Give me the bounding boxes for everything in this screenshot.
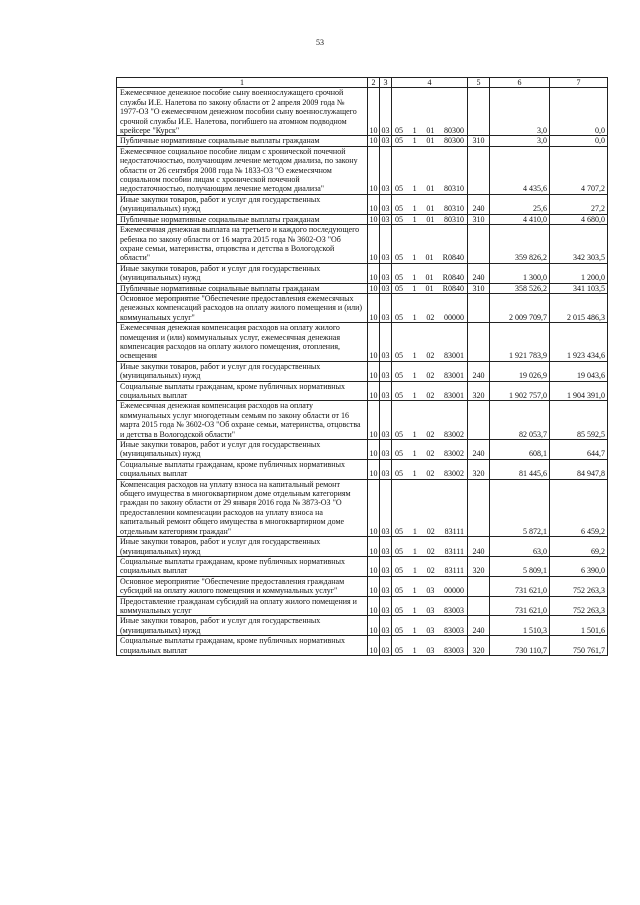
code-part: 05 (395, 586, 403, 596)
code-part: 83001 (443, 371, 464, 381)
section-code: 10 (368, 381, 380, 401)
subsection-code: 03 (380, 596, 392, 616)
expense-type-code: 240 (468, 263, 490, 283)
section-code: 10 (368, 459, 380, 479)
row-name: Ежемесячное денежное пособие сыну военнослужащего срочной службы И.Е. Налетова по закону области от 2 апреля 2009 года № 1977-ОЗ "О ежемесячном денежном пособии сыну военнослужащего срочной службы И.Е. Налетова, погибшего на атомном подводном крейсере "Курск" (117, 88, 368, 136)
column-header: 7 (550, 78, 608, 88)
amount-year-2: 342 303,5 (550, 225, 608, 264)
subsection-code: 03 (381, 283, 390, 293)
amount-year-1: 731 621,0 (490, 576, 550, 596)
section-code: 10 (368, 537, 380, 557)
target-article-code (392, 576, 468, 596)
code-part: 05 (395, 566, 403, 576)
code-part: 80310 (443, 204, 464, 214)
subsection-code: 03 (380, 146, 392, 194)
section-code: 10 (368, 146, 380, 194)
amount-year-1: 608,1 (490, 440, 550, 460)
row-name: Иные закупки товаров, работ и услуг для государственных (муниципальных) нужд (117, 361, 368, 381)
section-code: 10 (368, 440, 380, 460)
code-part: 83001 (443, 391, 464, 400)
table-row (117, 293, 608, 322)
section-code: 10 (368, 596, 380, 616)
code-part: 05 (395, 605, 403, 615)
column-header: 4 (392, 78, 468, 88)
row-name: Социальные выплаты гражданам, кроме публичных нормативных социальных выплат (117, 636, 368, 656)
code-part: 1 (412, 469, 417, 479)
code-part: 05 (395, 625, 403, 635)
subsection-code: 03 (380, 636, 392, 656)
amount-year-1: 3,0 (490, 136, 550, 146)
target-article-code (392, 361, 468, 381)
code-part: 05 (395, 546, 403, 556)
section-code: 10 (368, 556, 380, 576)
target-article-code (392, 263, 468, 283)
amount-year-2: 84 947,8 (550, 459, 608, 479)
amount-year-1: 4 410,0 (490, 214, 550, 224)
expense-type-code: 240 (468, 616, 490, 636)
code-part: 03 (426, 625, 435, 635)
subsection-code: 03 (380, 440, 392, 460)
code-part: 83002 (443, 469, 464, 479)
row-name: Ежемесячная денежная выплата на третьего и каждого последующего ребенка по закону области от 16 марта 2015 года № 3602-ОЗ "Об охране семьи, материнства, отцовства и детства в Вологодской области" (117, 225, 368, 264)
subsection-code: 03 (380, 225, 392, 264)
amount-year-1: 5 809,1 (490, 556, 550, 576)
subsection-code: 03 (380, 293, 392, 322)
section-code: 10 (368, 401, 380, 440)
table-row (117, 283, 608, 293)
amount-year-1: 19 026,9 (490, 361, 550, 381)
target-article-code (392, 323, 468, 362)
section-code: 10 (368, 263, 380, 283)
code-part: 05 (395, 429, 403, 439)
table-row (117, 596, 608, 616)
section-code: 10 (369, 283, 378, 293)
amount-year-1: 1 921 783,9 (490, 323, 550, 362)
target-article-code (392, 136, 468, 146)
code-part: 83002 (443, 449, 464, 459)
code-part: 02 (426, 566, 435, 576)
code-part: 1 (412, 214, 417, 224)
table-row (117, 537, 608, 557)
target-article-code (392, 293, 468, 322)
amount-year-1: 63,0 (490, 537, 550, 557)
target-article-code (392, 283, 468, 293)
expense-type-code (468, 293, 490, 322)
target-article-code (392, 401, 468, 440)
amount-year-2: 4 680,0 (550, 214, 608, 224)
code-part: 1 (412, 546, 417, 556)
code-part: 03 (426, 645, 435, 655)
target-article-code (392, 440, 468, 460)
code-part: 01 (426, 214, 435, 224)
code-part: R0840 (442, 273, 464, 283)
row-name: Социальные выплаты гражданам, кроме публичных нормативных социальных выплат (117, 381, 368, 401)
table-row (117, 479, 608, 536)
code-part: 05 (395, 371, 403, 381)
target-article-code (392, 146, 468, 194)
section-code: 10 (368, 293, 380, 322)
row-name: Ежемесячная денежная компенсация расходов на оплату жилого помещения и (или) коммунальных услуг, ежемесячная денежная компенсация расходов на оплату жилого помещения, отопления, освещения (117, 323, 368, 362)
code-part: 01 (426, 136, 435, 146)
code-part: 01 (425, 253, 434, 263)
row-name: Социальные выплаты гражданам, кроме публичных нормативных социальных выплат (117, 459, 368, 479)
code-part: 05 (395, 253, 403, 263)
amount-year-1: 4 435,6 (490, 146, 550, 194)
expense-type-code: 320 (468, 556, 490, 576)
expense-type-code: 240 (468, 194, 490, 214)
code-part: 05 (395, 351, 403, 361)
subsection-code: 03 (380, 88, 392, 136)
code-part: 80310 (443, 184, 464, 194)
code-part: 02 (426, 449, 435, 459)
amount-year-2: 1 904 391,0 (550, 381, 608, 401)
amount-year-2: 69,2 (550, 537, 608, 557)
code-part: 1 (412, 625, 417, 635)
table-row (117, 401, 608, 440)
code-part: 1 (412, 273, 417, 283)
amount-year-2: 6 459,2 (550, 479, 608, 536)
amount-year-1: 25,6 (490, 194, 550, 214)
section-code: 10 (368, 636, 380, 656)
table-row (117, 263, 608, 283)
expense-type-code: 320 (468, 636, 490, 656)
table-row (117, 214, 608, 224)
expense-type-code: 240 (468, 537, 490, 557)
expense-type-code (468, 323, 490, 362)
amount-year-2: 4 707,2 (550, 146, 608, 194)
target-article-code (392, 596, 468, 616)
target-article-code (392, 479, 468, 536)
expense-type-code: 320 (468, 381, 490, 401)
table-row (117, 225, 608, 264)
code-part: 02 (426, 429, 435, 439)
row-name: Публичные нормативные социальные выплаты гражданам (117, 214, 368, 224)
table-row (117, 556, 608, 576)
code-part: 05 (395, 449, 403, 459)
column-header: 2 (368, 78, 380, 88)
row-name: Публичные нормативные социальные выплаты гражданам (117, 136, 368, 146)
code-part: 05 (395, 273, 403, 283)
subsection-code: 03 (381, 136, 390, 146)
subsection-code: 03 (380, 556, 392, 576)
code-part: 83111 (444, 526, 464, 536)
amount-year-2: 752 263,3 (550, 596, 608, 616)
code-part: 1 (412, 253, 417, 263)
code-part: 01 (426, 184, 435, 194)
code-part: R0840 (442, 283, 464, 293)
subsection-code: 03 (380, 401, 392, 440)
code-part: 80300 (443, 136, 464, 146)
amount-year-2: 341 103,5 (550, 283, 608, 293)
amount-year-1: 81 445,6 (490, 459, 550, 479)
target-article-code (392, 556, 468, 576)
code-part: 05 (395, 645, 403, 655)
code-part: 02 (426, 546, 435, 556)
table-row (117, 323, 608, 362)
expense-type-code: 310 (468, 136, 490, 146)
code-part: 83003 (443, 605, 464, 615)
section-code: 10 (368, 616, 380, 636)
row-name: Основное мероприятие "Обеспечение предоставления гражданам субсидий на оплату жилого помещения и коммунальных услуг" (117, 576, 368, 596)
code-part: 05 (395, 391, 403, 400)
target-article-code (392, 537, 468, 557)
subsection-code: 03 (380, 263, 392, 283)
code-part: 1 (412, 429, 417, 439)
code-part: 02 (426, 351, 435, 361)
section-code: 10 (369, 214, 378, 224)
amount-year-2: 19 043,6 (550, 361, 608, 381)
amount-year-2: 0,0 (550, 136, 608, 146)
table-row (117, 616, 608, 636)
expense-type-code: 240 (468, 361, 490, 381)
expense-type-code: 310 (468, 214, 490, 224)
amount-year-2: 27,2 (550, 194, 608, 214)
code-part: R0840 (442, 253, 464, 263)
target-article-code (392, 225, 468, 264)
row-name: Иные закупки товаров, работ и услуг для государственных (муниципальных) нужд (117, 616, 368, 636)
section-code: 10 (368, 194, 380, 214)
code-part: 01 (425, 283, 434, 293)
code-part: 02 (426, 391, 435, 400)
code-part: 05 (395, 526, 403, 536)
section-code: 10 (369, 136, 378, 146)
table-row (117, 361, 608, 381)
code-part: 02 (426, 469, 435, 479)
row-name: Компенсация расходов на уплату взноса на капитальный ремонт общего имущества в многоквартирном доме отдельным категориям граждан по закону области от 29 января 2016 года № 3873-ОЗ "О предоставлении компенсации расходов на уплату взноса на капитальный ремонт общего имущества в многоквартирном доме отдельным категориям граждан" (117, 479, 368, 536)
target-article-code (392, 636, 468, 656)
row-name: Иные закупки товаров, работ и услуг для государственных (муниципальных) нужд (117, 537, 368, 557)
subsection-code: 03 (380, 537, 392, 557)
section-code: 10 (368, 361, 380, 381)
subsection-code: 03 (380, 616, 392, 636)
code-part: 1 (412, 204, 417, 214)
table-row (117, 459, 608, 479)
code-part: 00000 (443, 312, 464, 322)
code-part: 03 (426, 605, 435, 615)
expense-type-code (468, 596, 490, 616)
code-part: 05 (395, 136, 403, 146)
section-code: 10 (368, 225, 380, 264)
expense-type-code (468, 576, 490, 596)
amount-year-2: 1 923 434,6 (550, 323, 608, 362)
expense-type-code: 310 (468, 283, 490, 293)
target-article-code (392, 381, 468, 401)
amount-year-1: 2 009 709,7 (490, 293, 550, 322)
column-header: 6 (490, 78, 550, 88)
code-part: 05 (395, 126, 403, 136)
amount-year-1: 731 621,0 (490, 596, 550, 616)
code-part: 1 (412, 586, 417, 596)
subsection-code: 03 (380, 576, 392, 596)
table-row (117, 576, 608, 596)
section-code: 10 (368, 576, 380, 596)
column-header: 1 (117, 78, 368, 88)
code-part: 1 (412, 645, 417, 655)
amount-year-2: 1 200,0 (550, 263, 608, 283)
row-name: Основное мероприятие "Обеспечение предоставления ежемесячных денежных компенсаций расходов на оплату жилого помещения и (или) коммунальных услуг" (117, 293, 368, 322)
code-part: 1 (412, 526, 417, 536)
row-name: Ежемесячная денежная компенсация расходов на оплату коммунальных услуг многодетным семьям по закону области от 16 марта 2015 года № 3602-ОЗ "Об охране семьи, материнства, отцовства и детства в Вологодской области" (117, 401, 368, 440)
amount-year-1: 358 526,2 (490, 283, 550, 293)
code-part: 01 (425, 273, 434, 283)
code-part: 02 (426, 526, 435, 536)
code-part: 1 (412, 351, 417, 361)
table-row (117, 440, 608, 460)
code-part: 01 (426, 204, 435, 214)
section-code: 10 (368, 479, 380, 536)
expense-type-code (468, 225, 490, 264)
code-part: 05 (395, 283, 403, 293)
code-part: 05 (395, 214, 403, 224)
subsection-code: 03 (381, 214, 390, 224)
subsection-code: 03 (380, 361, 392, 381)
budget-table (116, 77, 608, 656)
row-name: Иные закупки товаров, работ и услуг для государственных (муниципальных) нужд (117, 194, 368, 214)
code-part: 05 (395, 312, 403, 322)
subsection-code: 03 (380, 381, 392, 401)
target-article-code (392, 88, 468, 136)
code-part: 1 (412, 566, 417, 576)
amount-year-1: 82 053,7 (490, 401, 550, 440)
table-row (117, 194, 608, 214)
amount-year-1: 1 902 757,0 (490, 381, 550, 401)
code-part: 1 (412, 371, 417, 381)
amount-year-1: 5 872,1 (490, 479, 550, 536)
row-name: Иные закупки товаров, работ и услуг для государственных (муниципальных) нужд (117, 440, 368, 460)
amount-year-2: 2 015 486,3 (550, 293, 608, 322)
code-part: 1 (412, 136, 417, 146)
amount-year-1: 1 510,3 (490, 616, 550, 636)
code-part: 1 (412, 312, 417, 322)
subsection-code: 03 (380, 323, 392, 362)
header-row (117, 78, 608, 88)
subsection-code: 03 (380, 194, 392, 214)
code-part: 1 (412, 184, 417, 194)
column-header: 3 (380, 78, 392, 88)
code-part: 83003 (443, 625, 464, 635)
code-part: 1 (412, 391, 417, 400)
code-part: 1 (412, 126, 417, 136)
amount-year-1: 3,0 (490, 88, 550, 136)
code-part: 1 (412, 605, 417, 615)
target-article-code (392, 214, 468, 224)
page-number: 53 (316, 38, 324, 47)
row-name: Иные закупки товаров, работ и услуг для государственных (муниципальных) нужд (117, 263, 368, 283)
code-part: 03 (426, 586, 435, 596)
amount-year-1: 1 300,0 (490, 263, 550, 283)
code-part: 01 (426, 126, 435, 136)
amount-year-2: 1 501,6 (550, 616, 608, 636)
code-part: 83002 (443, 429, 464, 439)
section-code: 10 (368, 88, 380, 136)
code-part: 00000 (443, 586, 464, 596)
amount-year-2: 0,0 (550, 88, 608, 136)
table-row (117, 88, 608, 136)
expense-type-code (468, 88, 490, 136)
row-name: Предоставление гражданам субсидий на оплату жилого помещения и коммунальных услуг (117, 596, 368, 616)
row-name: Публичные нормативные социальные выплаты гражданам (117, 283, 368, 293)
subsection-code: 03 (380, 459, 392, 479)
row-name: Ежемесячное социальное пособие лицам с хронической почечной недостаточностью, получающим лечение методом диализа, по закону области от 26 сентября 2008 года № 1833-ОЗ "О ежемесячном социальном пособии лицам с хронической почечной недостаточностью, получающим лечение методом диализа" (117, 146, 368, 194)
amount-year-1: 730 110,7 (490, 636, 550, 656)
code-part: 83003 (443, 645, 464, 655)
code-part: 05 (395, 469, 403, 479)
amount-year-2: 644,7 (550, 440, 608, 460)
amount-year-2: 750 761,7 (550, 636, 608, 656)
column-header: 5 (468, 78, 490, 88)
expense-type-code (468, 479, 490, 536)
target-article-code (392, 194, 468, 214)
code-part: 83111 (444, 546, 464, 556)
code-part: 83001 (443, 351, 464, 361)
target-article-code (392, 616, 468, 636)
table-row (117, 381, 608, 401)
amount-year-2: 85 592,5 (550, 401, 608, 440)
code-part: 1 (412, 449, 417, 459)
code-part: 02 (426, 312, 435, 322)
amount-year-2: 6 390,0 (550, 556, 608, 576)
expense-type-code (468, 401, 490, 440)
table-row (117, 636, 608, 656)
expense-type-code: 240 (468, 440, 490, 460)
target-article-code (392, 459, 468, 479)
expense-type-code (468, 146, 490, 194)
amount-year-1: 359 826,2 (490, 225, 550, 264)
row-name: Социальные выплаты гражданам, кроме публичных нормативных социальных выплат (117, 556, 368, 576)
table-row (117, 146, 608, 194)
code-part: 02 (426, 371, 435, 381)
code-part: 83111 (444, 566, 464, 576)
amount-year-2: 752 263,3 (550, 576, 608, 596)
code-part: 1 (412, 283, 417, 293)
code-part: 05 (395, 204, 403, 214)
expense-type-code: 320 (468, 459, 490, 479)
code-part: 80300 (443, 126, 464, 136)
code-part: 05 (395, 184, 403, 194)
subsection-code: 03 (380, 479, 392, 536)
section-code: 10 (368, 323, 380, 362)
table-row (117, 136, 608, 146)
code-part: 80310 (443, 214, 464, 224)
